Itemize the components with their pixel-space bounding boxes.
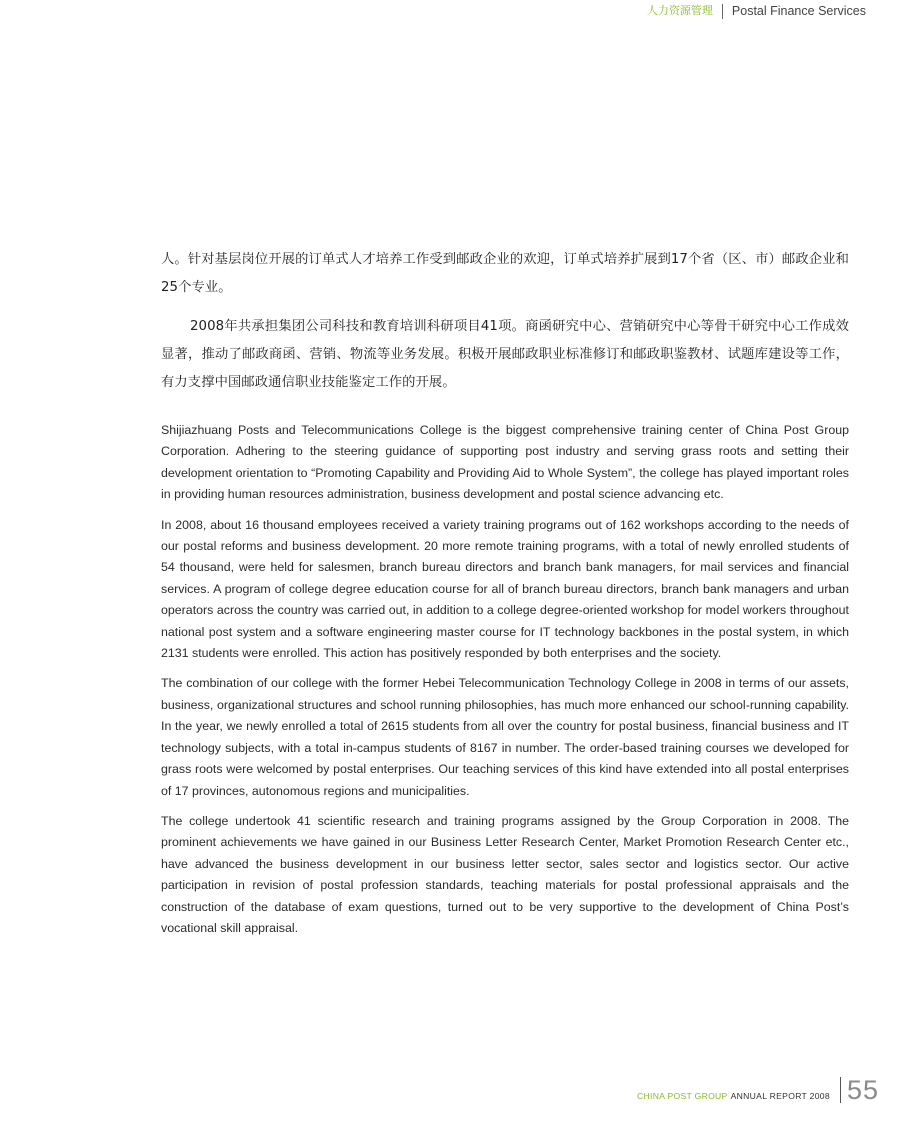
chinese-body <box>161 246 849 397</box>
header-section-en: Postal Finance Services <box>731 4 866 18</box>
header-section-cn: 人力资源管理 <box>646 4 713 17</box>
page-header <box>647 3 866 19</box>
english-paragraph-1: Shijiazhuang Posts and Telecommunications College is the biggest comprehensive training center of China Post Group Corporation. Adhering to the steering guidance of supporting post industry and serving grass roots and setting their development orientation to “Promoting Capability and Providing Aid to Whole System”, the college has played important roles in providing human resources administration, business development and postal science advancing etc. <box>161 423 849 502</box>
english-paragraph-4: The college undertook 41 scientific research and training programs assigned by the Group Corporation in 2008. The prominent achievements we have gained in our Business Letter Research Center, Market Promotion Research Center etc., have advanced the business development in our business letter sector, sales sector and logistics sector. Our active participation in revision of postal profession standards, teaching materials for postal professional appraisals and the construction of the database of exam questions, turned out to be very supportive to the development of China Post’s vocational skill appraisal. <box>161 813 849 935</box>
chinese-paragraph-2: 2008年共承担集团公司科技和教育培训科研项目41项。商函研究中心、营销研究中心等骨干研究中心工作成效显著，推动了邮政商函、营销、物流等业务发展。积极开展邮政职业标准修订和邮政职鉴教材、试题库建设等工作，有力支撑中国邮政通信职业技能鉴定工作的开展。 <box>161 319 849 390</box>
footer-brand: CHINA POST GROUP <box>637 1091 728 1101</box>
english-paragraph-3: The combination of our college with the former Hebei Telecommunication Technology College in 2008 in terms of our assets, business, organizational structures and school running philosophies, has much more enhanced our school-running capability. In the year, we newly enrolled a total of 2615 students from all over the country for postal business, financial business and IT technology subjects, with a total in-campus students of 8167 in number. The order-based training courses we developed for grass roots were welcomed by postal enterprises. Our teaching services of this kind have extended into all postal enterprises of 17 provinces, autonomous regions and municipalities. <box>161 676 849 798</box>
footer-report-title: ANNUAL REPORT 2008 <box>730 1091 830 1101</box>
page-number: 55 <box>846 1075 879 1105</box>
header-divider <box>722 4 723 19</box>
chinese-paragraph-1: 人。针对基层岗位开展的订单式人才培养工作受到邮政企业的欢迎，订单式培养扩展到17个省（区、市）邮政企业和25个专业。 <box>161 252 849 295</box>
footer-divider <box>840 1077 841 1103</box>
english-paragraph-2: In 2008, about 16 thousand employees received a variety training programs out of 162 workshops according to the needs of our postal reforms and business development. 20 more remote training programs, with a total of newly enrolled students of 54 thousand, were held for salesmen, branch bureau directors and branch bank managers, for mail services and financial services. A program of college degree education course for all of branch bureau directors, branch bank managers and urban operators across the country was carried out, in addition to a college degree-oriented workshop for model workers throughout national post system and a software engineering master course for IT technology backbones in the postal system, in which 2131 students were enrolled. This action has positively responded by both enterprises and the society. <box>161 517 849 661</box>
page-footer <box>637 1077 879 1103</box>
english-body <box>161 420 849 948</box>
